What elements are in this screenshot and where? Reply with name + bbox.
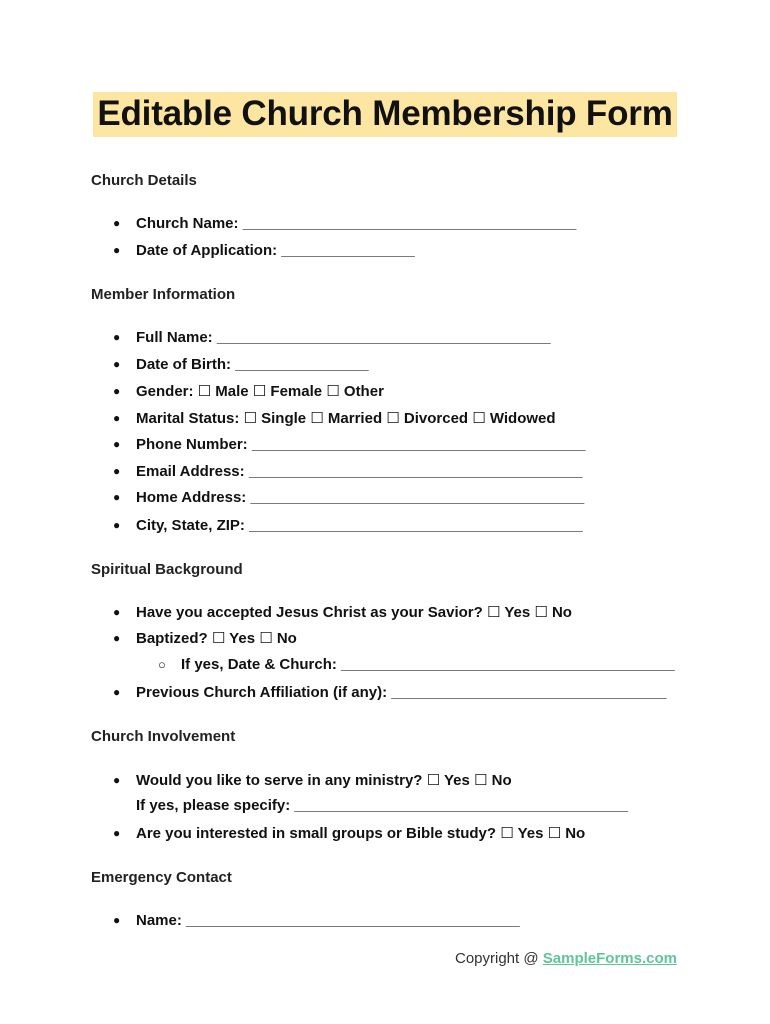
footer-copyright [455, 950, 677, 967]
field-label: Home Address: ________________________________________ [136, 489, 585, 506]
bullet-icon: ● [113, 773, 121, 787]
field-label: Email Address: ________________________________________ [136, 463, 583, 480]
field-label: Previous Church Affiliation (if any): _________________________________ [136, 684, 667, 701]
section-heading-church-involvement: Church Involvement [91, 728, 236, 745]
field-label: Date of Application: ________________ [136, 242, 415, 259]
section-heading-church-details: Church Details [91, 172, 197, 189]
field-label: Name: ________________________________________ [136, 912, 520, 929]
field-email-address[interactable] [113, 462, 583, 481]
section-heading-spiritual-background: Spiritual Background [91, 561, 243, 578]
bullet-icon: ● [113, 464, 121, 478]
bullet-icon: ● [113, 411, 121, 425]
field-label: Date of Birth: ________________ [136, 356, 369, 373]
field-label: Would you like to serve in any ministry? ☐ Yes ☐ No [136, 772, 512, 789]
field-phone-number[interactable] [113, 435, 586, 454]
field-home-address[interactable] [113, 488, 584, 507]
field-date-of-application[interactable] [113, 241, 415, 260]
sampleforms-link[interactable]: SampleForms.com [542, 950, 677, 967]
field-city-state-zip[interactable] [113, 516, 583, 535]
bullet-icon: ● [113, 384, 121, 398]
field-label: Church Name: ________________________________________ [136, 215, 577, 232]
bullet-icon: ● [113, 357, 121, 371]
copyright-text: Copyright @ [455, 950, 543, 967]
field-baptized[interactable] [113, 629, 297, 648]
field-full-name[interactable] [113, 328, 551, 347]
field-label: Marital Status: ☐ Single ☐ Married ☐ Divorced ☐ Widowed [136, 410, 556, 427]
field-previous-church[interactable] [113, 683, 667, 702]
field-ministry-specify[interactable]: If yes, please specify: ________________________________________ [136, 797, 629, 814]
field-label: City, State, ZIP: ________________________________________ [136, 517, 583, 534]
field-gender[interactable] [113, 382, 384, 401]
bullet-icon: ● [113, 243, 121, 257]
bullet-icon: ● [113, 330, 121, 344]
field-accepted-jesus[interactable] [113, 603, 572, 622]
title-wrapper [0, 92, 770, 137]
bullet-icon: ● [113, 216, 121, 230]
page-title: Editable Church Membership Form [93, 92, 676, 137]
bullet-icon: ● [113, 685, 121, 699]
field-label: Have you accepted Jesus Christ as your Savior? ☐ Yes ☐ No [136, 604, 572, 621]
bullet-icon: ● [113, 913, 121, 927]
field-label: Phone Number: ________________________________________ [136, 436, 586, 453]
section-heading-member-information: Member Information [91, 286, 236, 303]
bullet-icon: ● [113, 518, 121, 532]
field-small-groups[interactable] [113, 824, 585, 843]
sub-bullet-icon: ○ [158, 657, 166, 672]
field-serve-ministry[interactable] [113, 771, 512, 790]
field-label: Are you interested in small groups or Bible study? ☐ Yes ☐ No [136, 825, 586, 842]
field-marital-status[interactable] [113, 409, 556, 428]
bullet-icon: ● [113, 605, 121, 619]
bullet-icon: ● [113, 631, 121, 645]
bullet-icon: ● [113, 826, 121, 840]
bullet-icon: ● [113, 437, 121, 451]
field-emergency-name[interactable] [113, 911, 520, 930]
field-label: Full Name: ________________________________________ [136, 329, 551, 346]
field-label: Gender: ☐ Male ☐ Female ☐ Other [136, 383, 384, 400]
field-label: Baptized? ☐ Yes ☐ No [136, 630, 297, 647]
section-heading-emergency-contact: Emergency Contact [91, 869, 232, 886]
field-baptism-date-church[interactable] [158, 656, 675, 674]
field-church-name[interactable] [113, 214, 576, 233]
bullet-icon: ● [113, 490, 121, 504]
field-label: If yes, Date & Church: ________________________________________ [181, 656, 675, 673]
field-date-of-birth[interactable] [113, 355, 369, 374]
